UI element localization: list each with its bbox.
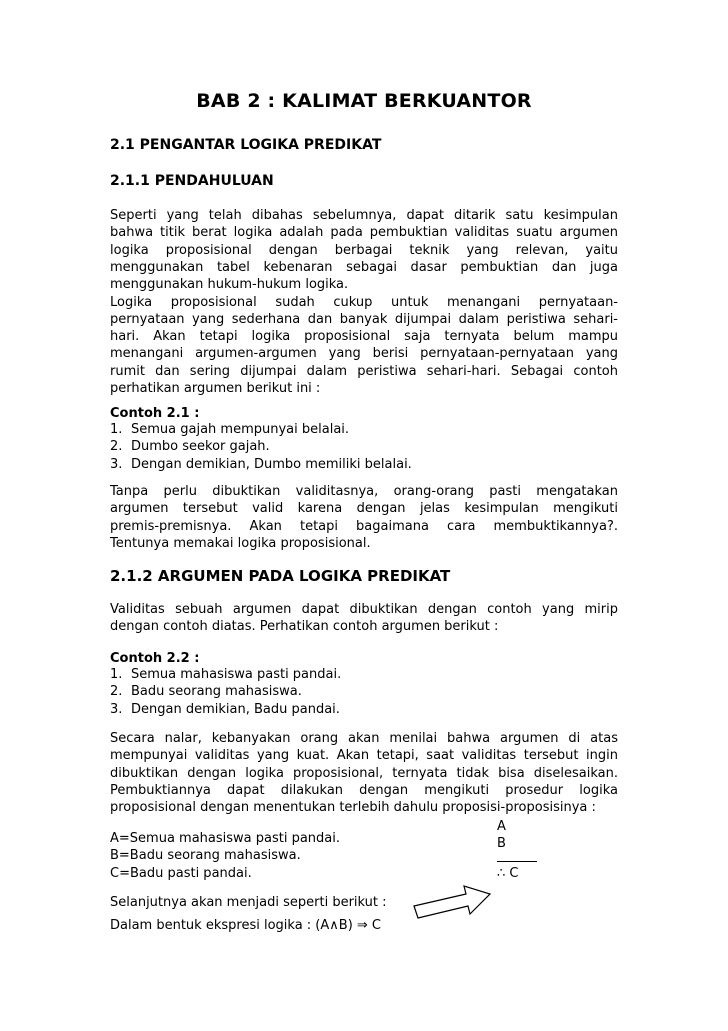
paragraph-intro bbox=[110, 207, 618, 293]
list-number: 3. bbox=[110, 456, 123, 472]
list-item bbox=[110, 456, 412, 473]
text-line: Pembuktiannya dapat dilakukan dengan mengikuti prosedur logika bbox=[110, 782, 618, 798]
definition-a: A=Semua mahasiswa pasti pandai. bbox=[110, 831, 341, 846]
text-line: dibuktikan dengan logika proposisional, ternyata tidak bisa diselesaikan. bbox=[110, 765, 618, 781]
section-heading-2-1-2: 2.1.2 ARGUMEN PADA LOGIKA PREDIKAT bbox=[110, 567, 451, 585]
text-line: dengan contoh diatas. Perhatikan contoh argumen berikut : bbox=[110, 619, 499, 635]
text-line: Validitas sebuah argumen dapat dibuktikan dengan contoh yang mirip bbox=[110, 602, 618, 617]
next-step-text: Selanjutnya akan menjadi seperti berikut : bbox=[110, 895, 387, 910]
block-arrow-icon bbox=[410, 880, 494, 922]
list-item bbox=[110, 683, 341, 700]
text-line: bahwa titik berat logika adalah pada pembuktian validitas suatu argumen bbox=[110, 225, 618, 241]
text-line: Logika proposisional sudah cukup untuk menangani pernyataan- bbox=[110, 294, 618, 310]
list-text: Dumbo seekor gajah. bbox=[131, 439, 270, 455]
paragraph-limitations bbox=[110, 294, 618, 398]
conclusion: ∴ C bbox=[497, 865, 519, 881]
list-text: Dengan demikian, Badu pandai. bbox=[131, 701, 340, 717]
text-line: argumen tersebut valid karena dengan jelas kesimpulan mengikuti bbox=[110, 501, 618, 517]
chapter-title: BAB 2 : KALIMAT BERKUANTOR bbox=[196, 90, 532, 112]
text-line: Tanpa perlu dibuktikan validitasnya, orang-orang pasti mengatakan bbox=[110, 484, 618, 499]
text-line: premis-premisnya. Akan tetapi bagaimana cara membuktikannya?. bbox=[110, 518, 618, 534]
paragraph-argument bbox=[110, 601, 618, 636]
list-number: 1. bbox=[110, 422, 123, 437]
example-2-2-label: Contoh 2.2 : bbox=[110, 651, 200, 666]
list-item bbox=[110, 421, 412, 438]
list-text: Badu seorang mahasiswa. bbox=[131, 684, 302, 700]
list-number: 3. bbox=[110, 701, 123, 717]
premise-b: B bbox=[497, 836, 506, 852]
text-line: perhatikan argumen berikut ini : bbox=[110, 380, 321, 396]
definition-b: B=Badu seorang mahasiswa. bbox=[110, 848, 301, 864]
section-heading-2-1-1: 2.1.1 PENDAHULUAN bbox=[110, 173, 274, 189]
text-line: proposisional dengan menentukan terlebih dahulu proposisi-proposisinya : bbox=[110, 800, 596, 816]
section-heading-2-1: 2.1 PENGANTAR LOGIKA PREDIKAT bbox=[110, 137, 382, 153]
example-2-1-label: Contoh 2.1 : bbox=[110, 406, 200, 421]
text-line: logika proposisional dengan berbagai teknik yang relevan, yaitu bbox=[110, 242, 618, 258]
text-line: hari. Akan tetapi logika proposisional saja ternyata belum mampu bbox=[110, 329, 618, 345]
text-line: menggunakan hukum-hukum logika. bbox=[110, 277, 349, 293]
list-number: 2. bbox=[110, 439, 123, 455]
text-line: menangani argumen-argumen yang berisi pernyataan-pernyataan yang bbox=[110, 346, 618, 362]
list-number: 1. bbox=[110, 667, 123, 682]
list-item bbox=[110, 666, 341, 683]
premise-a: A bbox=[497, 819, 506, 834]
list-item bbox=[110, 438, 412, 455]
paragraph-validity bbox=[110, 483, 618, 552]
text-line: menggunakan tabel kebenaran sebagai dasar pembuktian dan juga bbox=[110, 259, 618, 275]
definition-c: C=Badu pasti pandai. bbox=[110, 865, 252, 881]
text-line: Tentunya memakai logika proposisional. bbox=[110, 535, 371, 551]
logic-expression: Dalam bentuk ekspresi logika : (A∧B) ⇒ C bbox=[110, 918, 382, 933]
text-line: Secara nalar, kebanyakan orang akan menilai bahwa argumen di atas bbox=[110, 731, 618, 746]
paragraph-reasoning bbox=[110, 730, 618, 816]
text-line: mempunyai validitas yang kuat. Akan tetapi, saat validitas tersebut ingin bbox=[110, 748, 618, 764]
list-text: Semua mahasiswa pasti pandai. bbox=[131, 667, 342, 682]
text-line: Seperti yang telah dibahas sebelumnya, dapat ditarik satu kesimpulan bbox=[110, 208, 618, 223]
list-number: 2. bbox=[110, 684, 123, 700]
text-line: rumit dan sering dijumpai dalam peristiwa sehari-hari. Sebagai contoh bbox=[110, 363, 618, 379]
list-text: Semua gajah mempunyai belalai. bbox=[131, 422, 350, 437]
list-item bbox=[110, 701, 341, 718]
example-2-2-list bbox=[110, 666, 341, 718]
example-2-1-list bbox=[110, 421, 412, 473]
syllogism-block bbox=[497, 818, 537, 882]
proposition-definitions bbox=[110, 830, 340, 882]
list-text: Dengan demikian, Dumbo memiliki belalai. bbox=[131, 456, 412, 472]
inference-line bbox=[497, 861, 537, 862]
text-line: pernyataan yang sederhana dan banyak dijumpai dalam peristiwa sehari- bbox=[110, 311, 618, 327]
